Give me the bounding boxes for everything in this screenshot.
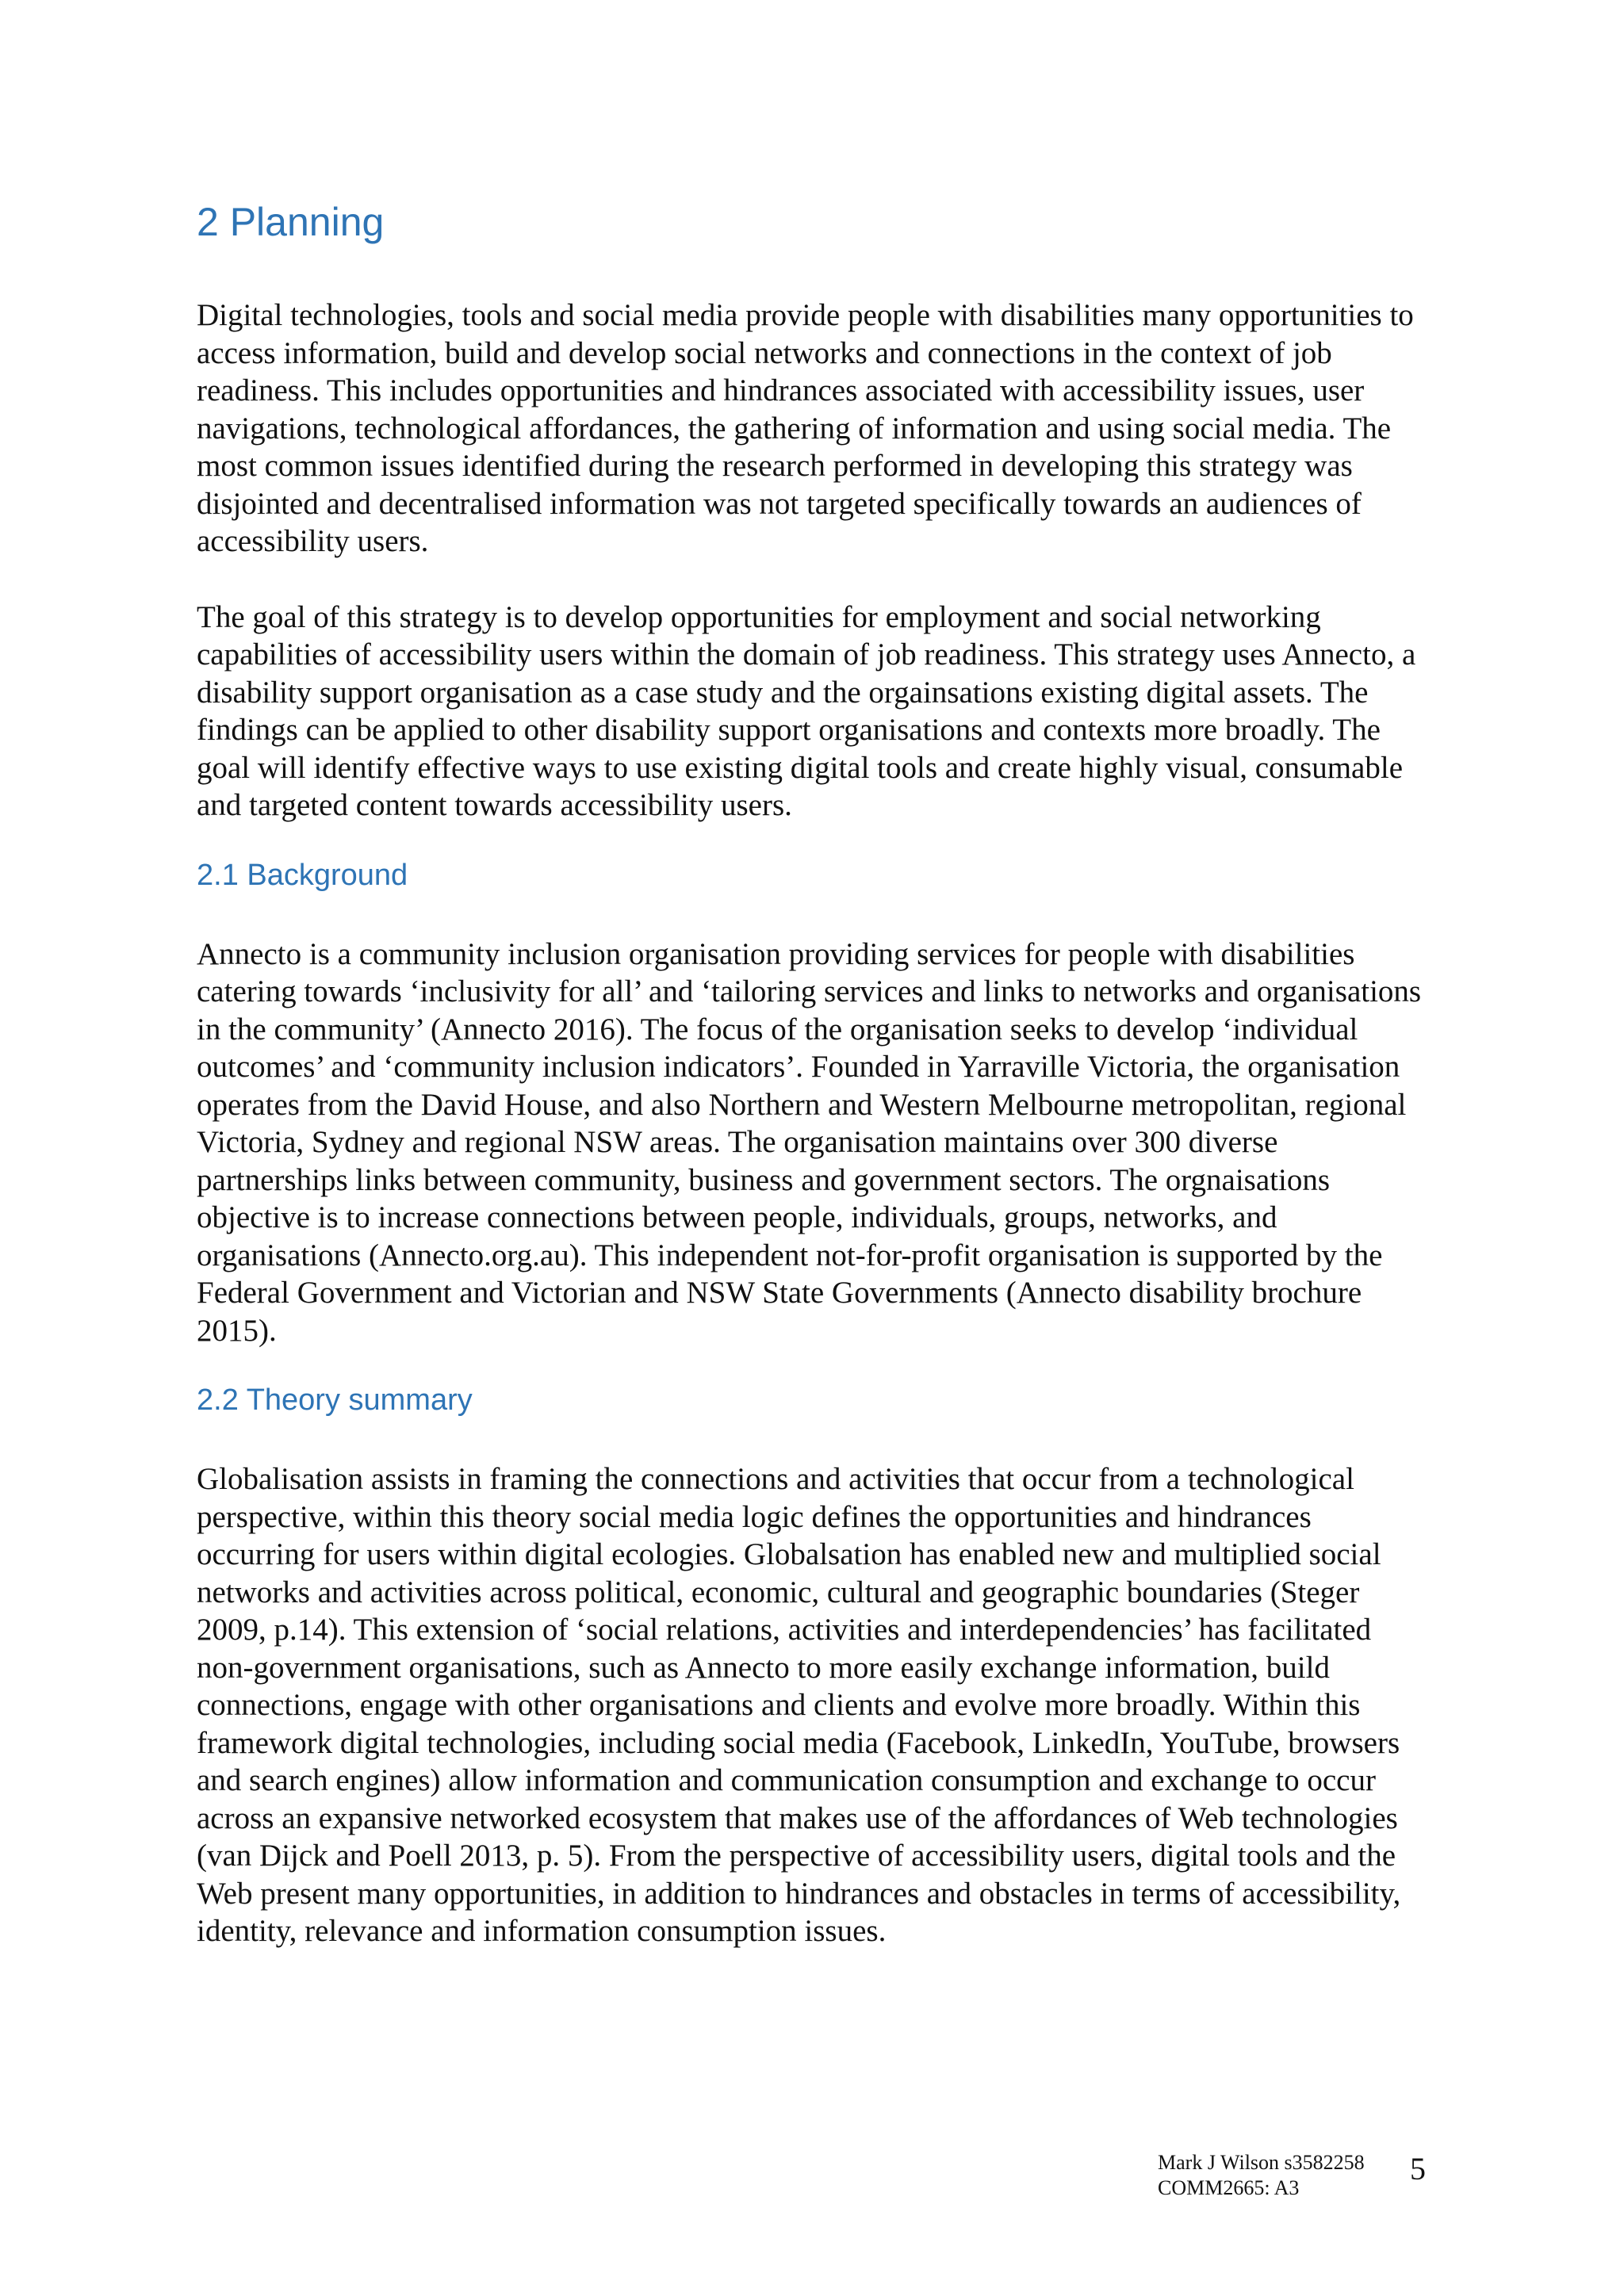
section-heading-planning: 2 Planning <box>197 200 385 244</box>
paragraph-planning-1: Digital technologies, tools and social media provide people with disabilities many opportunities to access information, build and develop social networks and connections in the context of job readiness. This includes opportunities and hindrances associated with accessibility issues, user navigations, technological affordances, the gathering of information and using social media. The most common issues identified during the research performed in developing this strategy was disjointed and decentralised information was not targeted specifically towards an audiences of accessibility users. <box>197 298 1414 558</box>
paragraph-background-1: Annecto is a community inclusion organisation providing services for people with disabilities catering towards ‘inclusivity for all’ and ‘tailoring services and links to networks and organisations in the community’ (Annecto 2016). The focus of the organisation seeks to develop ‘individual outcomes’ and ‘community inclusion indicators’. Founded in Yarraville Victoria, the organisation operates from the David House, and also Northern and Western Melbourne metropolitan, regional Victoria, Sydney and regional NSW areas. The organisation maintains over 300 diverse partnerships links between community, business and government sectors. The orgnaisations objective is to increase connections between people, individuals, groups, networks, and organisations (Annecto.org.au). This independent not-for-profit organisation is supported by the Federal Government and Victorian and NSW State Governments (Annecto disability brochure 2015). <box>197 936 1422 1348</box>
page-content <box>197 198 1434 1988</box>
page-number: 5 <box>1410 2151 1426 2187</box>
section-heading-background: 2.1 Background <box>197 858 408 892</box>
footer-course-code: COMM2665: A3 <box>1158 2176 1300 2199</box>
section-heading-theory-summary: 2.2 Theory summary <box>197 1383 473 1417</box>
paragraph-planning-2: The goal of this strategy is to develop opportunities for employment and social networking capabilities of accessibility users within the domain of job readiness. This strategy uses Annecto, a disability support organisation as a case study and the orgainsations existing digital assets. The findings can be applied to other disability support organisations and contexts more broadly. The goal will identify effective ways to use existing digital tools and create highly visual, consumable and targeted content towards accessibility users. <box>197 599 1416 822</box>
paragraph-theory-1: Globalisation assists in framing the connections and activities that occur from a technological perspective, within this theory social media logic defines the opportunities and hindrances occurring for users within digital ecologies. Globalsation has enabled new and multiplied social networks and activities across political, economic, cultural and geographic boundaries (Steger 2009, p.14). This extension of ‘social relations, activities and interdependencies’ has facilitated non-government organisations, such as Annecto to more easily exchange information, build connections, engage with other organisations and clients and evolve more broadly. Within this framework digital technologies, including social media (Facebook, LinkedIn, YouTube, browsers and search engines) allow information and communication consumption and exchange to occur across an expansive networked ecosystem that makes use of the affordances of Web technologies (van Dijck and Poell 2013, p. 5). From the perspective of accessibility users, digital tools and the Web present many opportunities, in addition to hindrances and obstacles in terms of accessibility, identity, relevance and information consumption issues. <box>197 1462 1401 1948</box>
footer-author: Mark J Wilson s3582258 <box>1158 2151 1365 2174</box>
page-footer <box>1158 2150 1475 2201</box>
